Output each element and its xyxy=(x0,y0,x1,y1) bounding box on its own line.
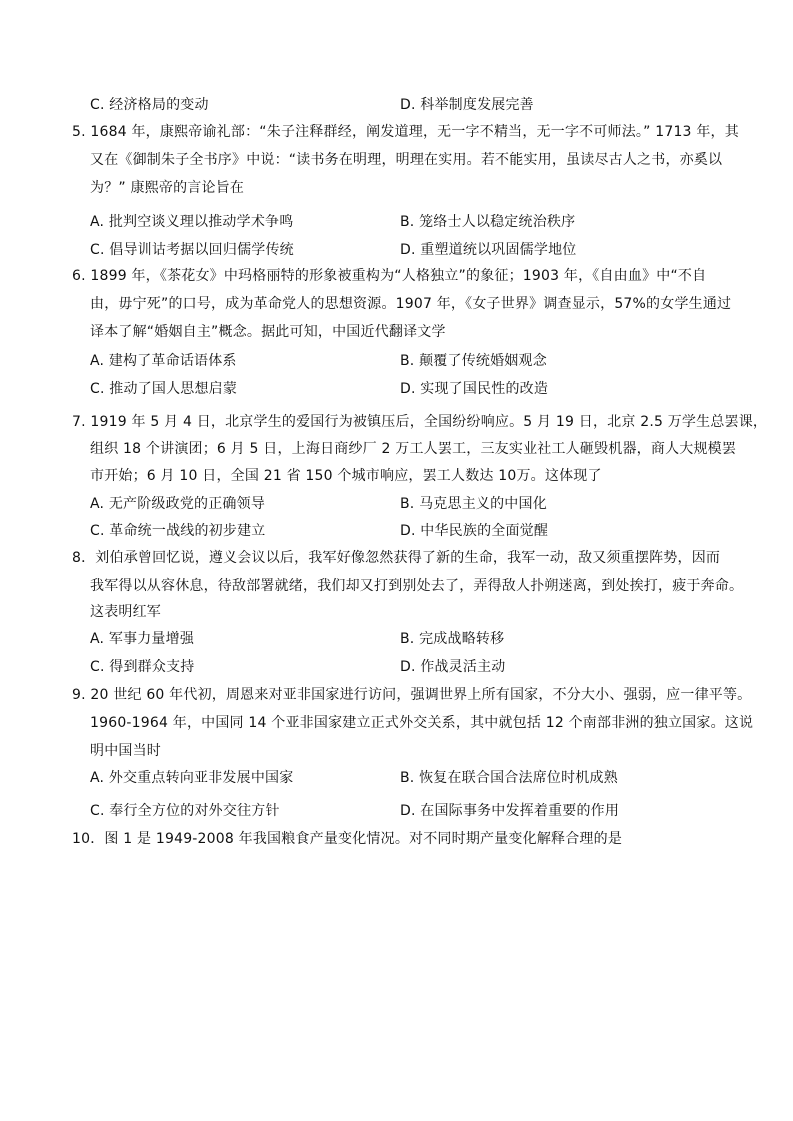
q7-stem-line2: 组织 18 个讲演团；6 月 5 日，上海日商纱厂 2 万工人罢工，三友实业社工人砸毁机器，商人大规模罢 xyxy=(90,441,737,457)
q7-option-d: D. 中华民族的全面觉醒 xyxy=(400,523,549,539)
q9-option-c: C. 奉行全方位的对外交往方针 xyxy=(90,803,280,819)
q7-option-c: C. 革命统一战线的初步建立 xyxy=(90,523,266,539)
q5-option-b: B. 笼络士人以稳定统治秩序 xyxy=(400,214,576,230)
q4-option-d: D. 科举制度发展完善 xyxy=(400,97,534,113)
q9-option-a: A. 外交重点转向亚非发展中国家 xyxy=(90,770,294,786)
q9-option-b: B. 恢复在联合国合法席位时机成熟 xyxy=(400,770,618,786)
q5-stem-line2: 又在《御制朱子全书序》中说：“读书务在明理，明理在实用。若不能实用，虽读尽古人之书，亦奚以 xyxy=(90,152,723,168)
q5-option-d: D. 重塑道统以巩固儒学地位 xyxy=(400,242,577,258)
q8-option-b: B. 完成战略转移 xyxy=(400,631,505,647)
q6-stem-line3: 译本了解“婚姻自主”概念。据此可知，中国近代翻译文学 xyxy=(90,324,446,340)
q4-option-c: C. 经济格局的变动 xyxy=(90,97,209,113)
q9-stem-line3: 明中国当时 xyxy=(90,743,161,759)
q8-stem-line2: 我军得以从容休息，待敌部署就绪，我们却又打到别处去了，弄得敌人扑朔迷离，到处挨打，疲于奔命。 xyxy=(90,578,744,594)
q8-option-d: D. 作战灵活主动 xyxy=(400,659,506,675)
q7-stem-line1: 7. 1919 年 5 月 4 日，北京学生的爱国行为被镇压后，全国纷纷响应。5 月 19 日，北京 2.5 万学生总罢课， xyxy=(72,414,768,430)
q7-option-b: B. 马克思主义的中国化 xyxy=(400,496,547,512)
q5-stem-line1: 5. 1684 年，康熙帝谕礼部：“朱子注释群经，阐发道理，无一字不精当，无一字不可师法。” 1713 年，其 xyxy=(72,124,739,140)
q9-stem-line2: 1960-1964 年，中国同 14 个亚非国家建立正式外交关系，其中就包括 12 个南部非洲的独立国家。这说 xyxy=(90,715,754,731)
q6-stem-line1: 6. 1899 年，《茶花女》中玛格丽特的形象被重构为“人格独立”的象征；1903 年，《自由血》中“不自 xyxy=(72,268,707,284)
q6-option-d: D. 实现了国民性的改造 xyxy=(400,381,549,397)
q5-option-c: C. 倡导训诂考据以回归儒学传统 xyxy=(90,242,294,258)
q6-option-c: C. 推动了国人思想启蒙 xyxy=(90,381,238,397)
q6-option-b: B. 颠覆了传统婚姻观念 xyxy=(400,353,547,369)
q8-option-c: C. 得到群众支持 xyxy=(90,659,195,675)
q5-option-a: A. 批判空谈义理以推动学术争鸣 xyxy=(90,214,294,230)
q9-stem-line1: 9. 20 世纪 60 年代初，周恩来对亚非国家进行访问，强调世界上所有国家，不分大小、强弱，应一律平等。 xyxy=(72,687,752,703)
q8-option-a: A. 军事力量增强 xyxy=(90,631,195,647)
q8-stem-line3: 这表明红军 xyxy=(90,604,161,620)
q8-stem-line1: 8．刘伯承曾回忆说，遵义会议以后，我军好像忽然获得了新的生命，我军一动，敌又须重摆阵势，因而 xyxy=(72,550,721,566)
q6-option-a: A. 建构了革命话语体系 xyxy=(90,353,237,369)
q5-stem-line3: 为？” 康熙帝的言论旨在 xyxy=(90,180,245,196)
q7-option-a: A. 无产阶级政党的正确领导 xyxy=(90,496,266,512)
q7-stem-line3: 市开始；6 月 10 日，全国 21 省 150 个城市响应，罢工人数达 10万。这体现了 xyxy=(90,468,602,484)
q9-option-d: D. 在国际事务中发挥着重要的作用 xyxy=(400,803,620,819)
q10-stem-line1: 10．图 1 是 1949-2008 年我国粮食产量变化情况。对不同时期产量变化解释合理的是 xyxy=(72,831,623,847)
q6-stem-line2: 由，毋宁死”的口号，成为革命党人的思想资源。1907 年，《女子世界》调查显示，57%的女学生通过 xyxy=(90,296,732,312)
